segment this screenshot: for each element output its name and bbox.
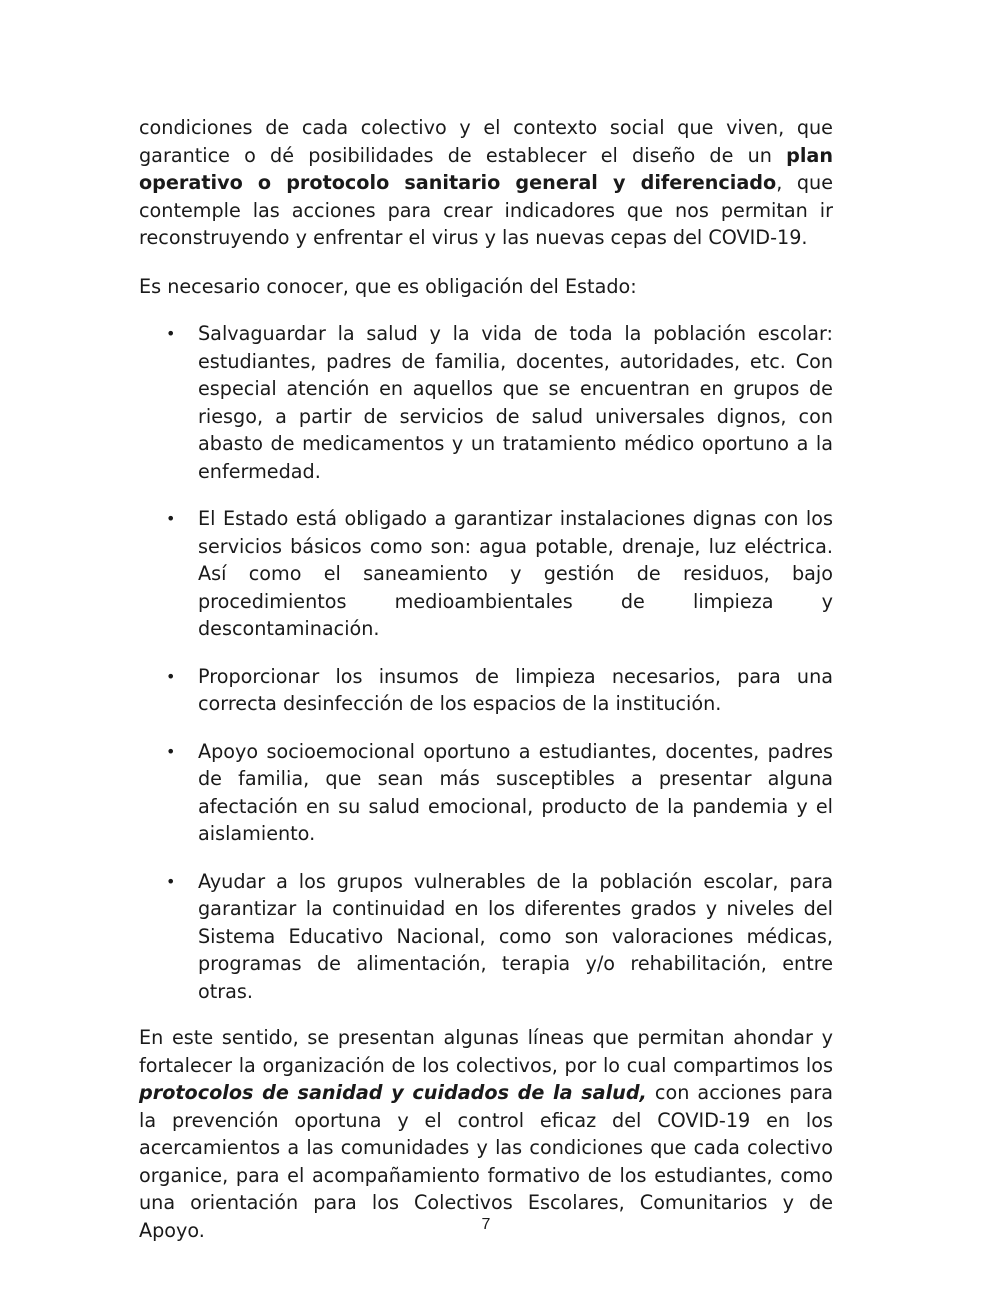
list-item-text: Apoyo socioemocional oportuno a estudiantes, docentes, padres de familia, que sean más susceptibles a presentar alguna afectación en su salud emocional, producto de la pandemia y el aislamiento. (198, 739, 833, 845)
list-item-text: El Estado está obligado a garantizar instalaciones dignas con los servicios básicos como son: agua potable, drenaje, luz eléctrica. Así como el saneamiento y gestión de residuos, bajo procedimientos medioambientales de limpieza y descontaminación. (198, 507, 833, 640)
list-item-text: Ayudar a los grupos vulnerables de la población escolar, para garantizar la continuidad en los diferentes grados y niveles del Sistema Educativo Nacional, como son valoraciones médicas, programas de alimentación, terapia y/o rehabilitación, entre otras. (198, 869, 833, 1003)
list-item (139, 505, 833, 643)
paragraph-3-text-b: con acciones para la prevención oportuna y el control eficaz del COVID-19 en los acercamientos a las comunidades y las condiciones que cada colectivo organice, para el acompañamiento formativo de los estudiantes, como una orientación para los Colectivos Escolares, Comunitarios y de Apoyo. (139, 1081, 833, 1242)
paragraph-3-bold-italic: protocolos de sanidad y cuidados de la salud, (139, 1081, 647, 1104)
bullet-icon: • (166, 324, 176, 343)
document-body (139, 114, 833, 1244)
list-item-text: Proporcionar los insumos de limpieza necesarios, para una correcta desinfección de los espacios de la institución. (198, 664, 833, 715)
paragraph-3 (139, 1024, 833, 1244)
paragraph-1 (139, 114, 833, 252)
bullet-icon: • (166, 666, 176, 686)
list-item (139, 320, 833, 485)
obligations-list (139, 320, 833, 1005)
paragraph-1-bold: plan operativo o protocolo sanitario general y diferenciado (139, 143, 833, 194)
list-item (139, 663, 833, 718)
paragraph-2: Es necesario conocer, que es obligación del Estado: (139, 274, 637, 298)
bullet-icon: • (166, 871, 176, 891)
bullet-icon: • (166, 509, 176, 528)
paragraph-3-text-a: En este sentido, se presentan algunas líneas que permitan ahondar y fortalecer la organización de los colectivos, por lo cual compartimos los (139, 1026, 833, 1077)
list-item (139, 738, 833, 848)
paragraph-1-text-a: condiciones de cada colectivo y el contexto social que viven, que garantice o dé posibilidades de establecer el diseño de un (139, 116, 833, 167)
list-item-text: Salvaguardar la salud y la vida de toda la población escolar: estudiantes, padres de familia, docentes, autoridades, etc. Con especial atención en aquellos que se encuentran en grupos de riesgo, a partir de servicios de salud universales dignos, con abasto de medicamentos y un tratamiento médico oportuno a la enfermedad. (198, 322, 833, 483)
page-number: 7 (481, 1216, 491, 1233)
list-item (139, 868, 833, 1006)
paragraph-1-text-b: , que contemple las acciones para crear indicadores que nos permitan ir reconstruyendo y enfrentar el virus y las nuevas cepas del COVID-19. (139, 171, 834, 249)
bullet-icon: • (166, 741, 176, 761)
